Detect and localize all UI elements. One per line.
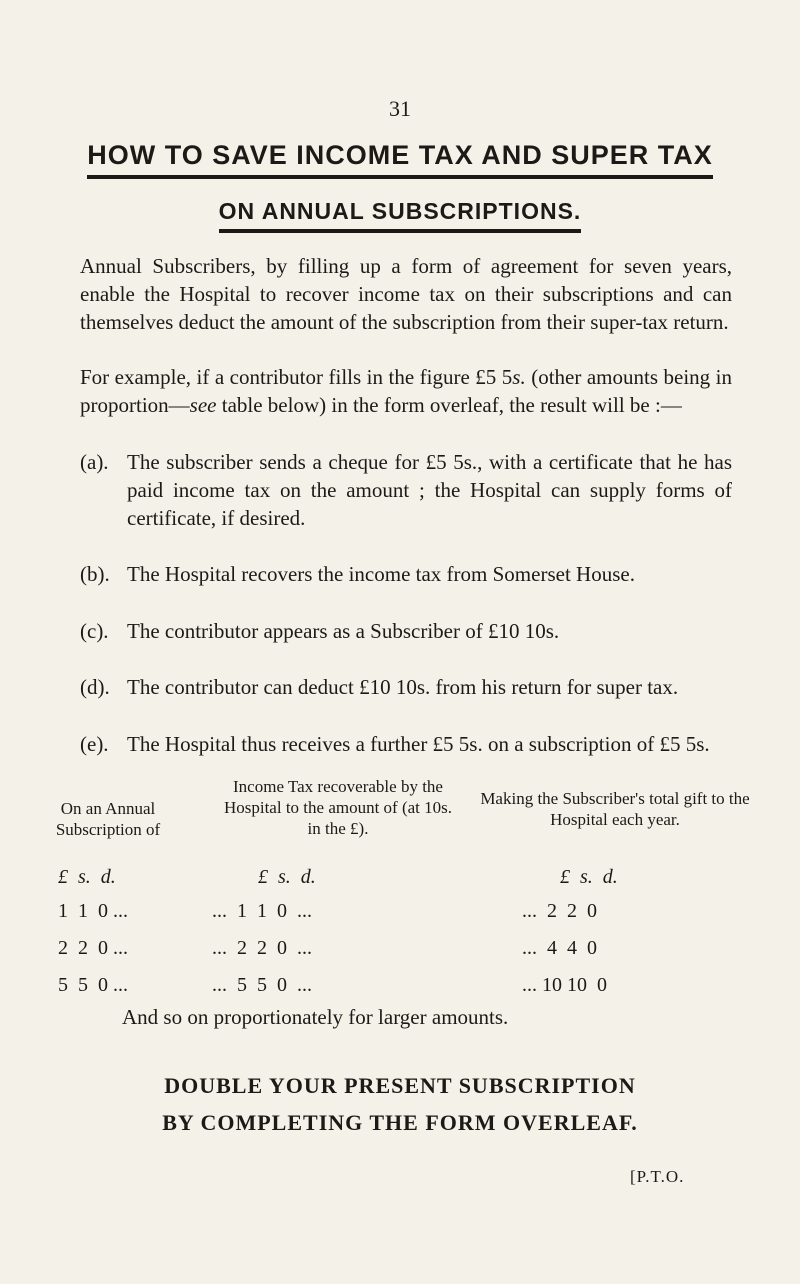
table-unit: £ s. d. [560,866,618,888]
table-cell: ... 1 1 0 ... [212,900,312,922]
call-to-action-line-2: BY COMPLETING THE FORM OVERLEAF. [162,1110,638,1135]
table-cell: ... 2 2 0 ... [212,937,312,959]
table-cell: 2 2 0 ... [58,937,128,959]
list-item-e [80,730,732,758]
list-item-text: The contributor appears as a Subscriber of £10 10s. [127,619,560,643]
table-cell: ... 10 10 0 [522,974,607,996]
table-cell: ... 5 5 0 ... [212,974,312,996]
list-item-a [80,448,732,532]
list-item-text: The subscriber sends a cheque for £5 5s., with a certificate that he has paid income tax on the amount ; the Hospital can supply forms of certificate, if desired. [127,450,732,530]
call-to-action-line-1: DOUBLE YOUR PRESENT SUBSCRIPTION [164,1073,636,1098]
example-paragraph: For example, if a contributor fills in the figure £5 5s. (other amounts being in proportion—see table below) in the form overleaf, the result will be :— [80,365,732,417]
table-cell: 1 1 0 ... [58,900,128,922]
table-header-total: Making the Subscriber's total gift to the Hospital each year. [480,789,750,829]
list-item-label: (b). [80,562,110,586]
list-item-c [80,617,732,645]
table-unit: £ s. d. [58,866,116,888]
list-item-text: The Hospital thus receives a further £5 5s. on a subscription of £5 5s. [127,732,710,756]
table-header-tax: Income Tax recoverable by the Hospital to the amount of (at 10s. in the £). [223,777,453,838]
page-title: HOW TO SAVE INCOME TAX AND SUPER TAX [0,140,800,179]
list-item-text: The contributor can deduct £10 10s. from his return for super tax. [127,675,679,699]
list-item-label: (a). [80,450,109,474]
table-unit: £ s. d. [258,866,316,888]
table-cell: ... 4 4 0 [522,937,597,959]
list-item-label: (c). [80,619,109,643]
table-cell: 5 5 0 ... [58,974,128,996]
list-item-label: (e). [80,732,109,756]
list-item-label: (d). [80,675,110,699]
table-cell: ... 2 2 0 [522,900,597,922]
page-subtitle: ON ANNUAL SUBSCRIPTIONS. [0,198,800,233]
table-closing-note: And so on proportionately for larger amounts. [122,1005,509,1029]
page-number: 31 [389,96,411,121]
list-item-b [80,560,732,588]
table-header-subscription: On an Annual Subscription of [55,799,161,839]
please-turn-over: [P.T.O. [630,1167,685,1186]
list-item-d [80,673,732,701]
intro-paragraph: Annual Subscribers, by filling up a form of agreement for seven years, enable the Hospital to recover income tax on their subscriptions and can themselves deduct the amount of the subscription from their super-tax return. [80,254,732,334]
list-item-text: The Hospital recovers the income tax from Somerset House. [127,562,635,586]
